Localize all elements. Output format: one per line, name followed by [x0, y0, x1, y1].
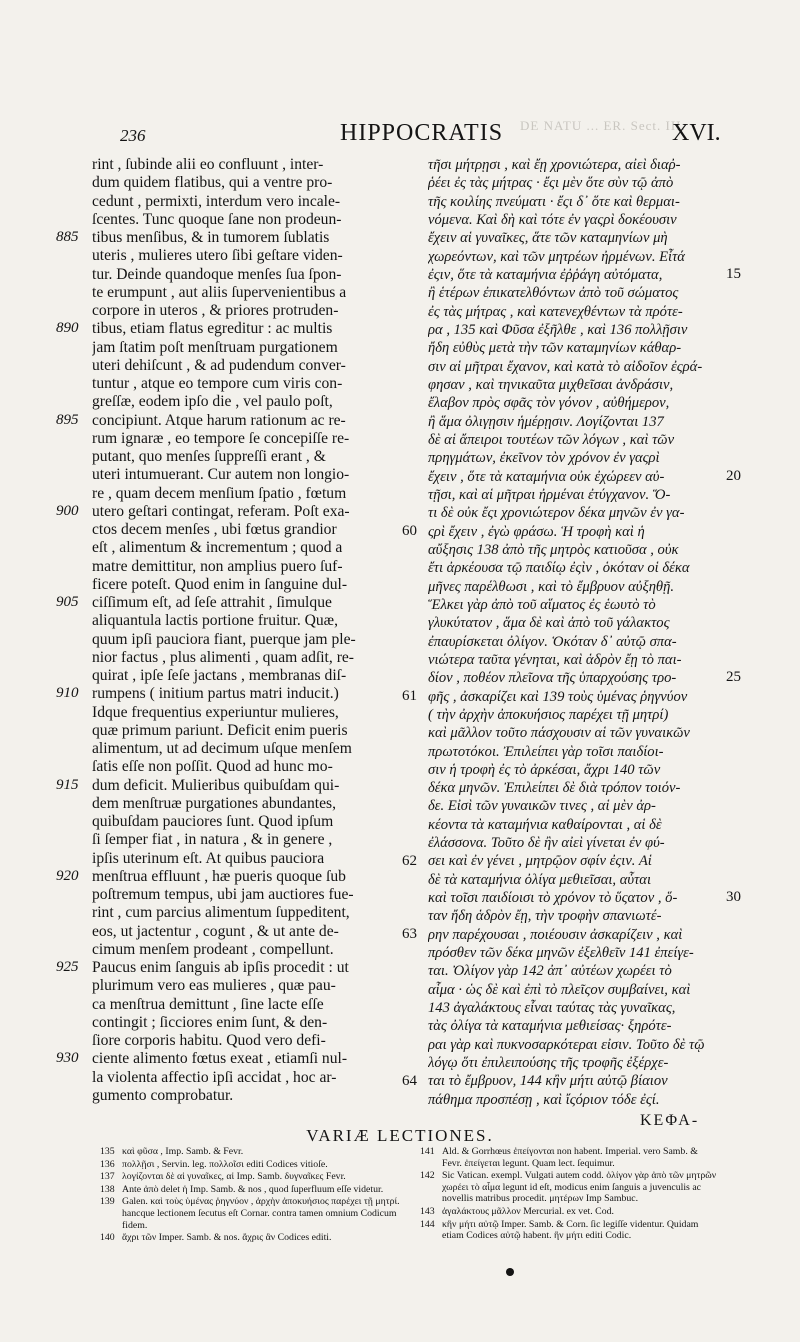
greek-section-number: 63	[402, 925, 417, 942]
variant-note-number: 144	[420, 1218, 435, 1230]
latin-text-line: uteri intumuerant. Cur autem non longio-	[92, 466, 350, 484]
greek-text-line: ται τὸ ἔμβρυον, 144 κἢν μήτι αὐτῷ βίαιον	[428, 1073, 668, 1090]
latin-text-line: Paucus enim ſanguis ab ipſis procedit : ut	[92, 959, 349, 976]
latin-text-line: rum ignaræ , eo tempore ſe concepiſſe re-	[92, 429, 350, 447]
greek-text-line: πρωτοτόκοι. Ἐπιλείπει γὰρ τοῖσι παιδίοι-	[428, 743, 664, 760]
greek-text-line: ταν ἤδη ἁδρὸν ἔῃ, τὴν τροφὴν σπανιωτέ-	[428, 908, 662, 925]
variant-note-number: 140	[100, 1232, 115, 1244]
greek-text-line: κέοντα τὰ καταμήνια καθαίρονται , αἱ δὲ	[428, 816, 662, 833]
greek-text-line: μῆνες παρέλθωσι , καὶ τὸ ἔμβρυον αὐξηθῇ.	[428, 578, 674, 595]
variant-note-text: ἄχρι τῶν Imper. Samb. & nos. ἄχρις ἂν Codices editi.	[122, 1232, 332, 1244]
variant-note-text: κἢν μήτι αὐτῷ Imper. Samb. & Corn. ſic legiſſe videntur. Quidam etiam Codices αὐτῷ habent. ἢν μήτι editi Codic.	[442, 1218, 699, 1242]
latin-line-number: 910	[56, 685, 79, 702]
greek-text-line: τῇσι, καὶ αἱ μῆτραι ἠρμέναι ἐτύγχανον. Ὅ-	[428, 486, 671, 503]
notes-left-column	[100, 1146, 416, 1245]
greek-text-line: νόμενα. Καὶ δὴ καὶ τότε ἐν γαςρὶ δοκέουσιν	[428, 211, 677, 228]
latin-text-line: Idque frequentius experiuntur mulieres,	[92, 703, 339, 721]
greek-text-line: σιν αἱ μῆτραι ἔχανον, καὶ κατὰ τὸ αἰδοῖον ἐςρά-	[428, 358, 703, 375]
latin-text-line: ſatis eſſe non poſſit. Quod ad hunc mo-	[92, 758, 333, 776]
greek-section-number: 64	[402, 1072, 417, 1089]
greek-text-line: πρόσθεν τῶν δέκα μηνῶν ἐξελθεῖν 141 ἐπείγε-	[428, 945, 694, 962]
greek-text-line: ἤδη εὐθὺς μετὰ τὴν τῶν καταμηνίων κάθαρ-	[428, 340, 682, 357]
greek-text-line: σει καὶ ἐν γένει , μητρῷον σφίν ἐςιν. Αἱ	[428, 853, 652, 870]
greek-text-line: τῆσι μήτρῃσι , καὶ ἔῃ χρονιώτερα, αἰεὶ διαῤ-	[428, 157, 681, 173]
latin-text-line: utero geſtari contingat, referam. Poſt exa-	[92, 502, 350, 520]
greek-text-line: δίον , ποθέον πλεῖονα τῆς ὑπαρχούσης τρο-	[428, 670, 677, 687]
latin-text-line: nior factus , plus alimenti , quam adſit, re-	[92, 648, 354, 666]
greek-text-line: δὲ τὰ καταμήνια ὀλίγα μεθιεῖσαι, αὗται	[428, 871, 652, 888]
variant-note	[100, 1171, 416, 1183]
latin-text-line: rumpens ( initium partus matri inducit.)	[92, 685, 339, 703]
bleed-through-text: DE NATU ... ER. Sect. III.	[520, 118, 686, 133]
greek-line-number: 15	[726, 265, 741, 282]
ornament-dot	[506, 1268, 514, 1276]
latin-text-line: menſtrua effluunt , hæ pueris quoque ſub	[92, 867, 346, 885]
variant-note	[100, 1232, 416, 1244]
greek-text-line: ρα , 135 καὶ Φῦσα ἐξῆλθε , καὶ 136 πολλῇσιν	[428, 321, 688, 338]
latin-column	[92, 156, 398, 1105]
greek-text-line: δέκα μηνῶν. Ἐπιλείπει δὲ διὰ τρόπον τοιόν-	[428, 780, 681, 797]
latin-text-line: quibuſdam pauciores ſunt. Quod ipſum	[92, 813, 334, 830]
latin-line-number: 930	[56, 1050, 79, 1067]
greek-text-line: ἔχειν , ὅτε τὰ καταμήνια οὐκ ἐχώρεεν αὐ-	[428, 468, 665, 485]
variant-note	[420, 1170, 720, 1205]
variant-note	[100, 1184, 416, 1196]
variant-note-text: καὶ φῦσα , Imp. Samb. & Fevr.	[122, 1146, 244, 1157]
variae-lectiones-title: VARIÆ LECTIONES.	[306, 1126, 494, 1145]
chapter-number: XVI.	[672, 120, 721, 146]
greek-text-line: 143 ἀγαλάκτους εἶναι ταύτας τὰς γυναῖκας,	[428, 1000, 676, 1017]
variant-note-text: λογίζονται δὲ αἱ γυναῖκες, αἱ Imp. Samb. δυγναῖκες Fevr.	[122, 1171, 346, 1183]
variant-note-text: πολλῇσι , Servin. leg. πολλοῖσι editi Codices vitioſe.	[122, 1158, 328, 1170]
greek-text-line: νιώτερα ταῦτα γένηται, καὶ ἁδρὸν ἔῃ τὸ παι-	[428, 651, 682, 668]
latin-text-line: dum quidem flatibus, qui a ventre pro-	[92, 174, 333, 192]
greek-text-line: τῆς κοιλίης πνεύματι · ἔςι δ᾽ ὅτε καὶ θερμαι-	[428, 193, 680, 210]
latin-text-line: ficere poteſt. Quod enim in ſanguine dul-	[92, 575, 348, 593]
latin-line-number: 905	[56, 594, 79, 610]
latin-text-line: cedunt , permixti, interdum vero incale-	[92, 192, 341, 210]
variant-note-number: 135	[100, 1146, 115, 1157]
latin-text-line: dem menſtruæ purgationes abundantes,	[92, 794, 336, 812]
latin-text-line: gumento comprobatur.	[92, 1086, 234, 1104]
variant-note-number: 143	[420, 1205, 435, 1217]
latin-text-line: te erumpunt , aut aliis ſupervenientibus a	[92, 283, 347, 301]
variant-note-text: Ald. & Gorrhœus ἐπείγονται non habent. Imperial. vero Samb. & Fevr. ἐπείγεται legunt. Quam lect. ſequimur.	[442, 1146, 698, 1169]
latin-text-line: quæ primum pariunt. Deficit enim pueris	[92, 721, 348, 739]
latin-text-line: contingit ; ſicciores enim ſunt, & den-	[92, 1013, 328, 1031]
latin-line-number: 885	[56, 229, 79, 245]
variant-note-text: Ante ἀπὸ delet ἡ Imp. Samb. & nos , quod ſuperfluum eſſe videtur.	[122, 1183, 384, 1195]
latin-line-number: 895	[56, 411, 79, 428]
greek-text-line: αἷμα · ὡς δὲ καὶ ἐπὶ τὸ πλεῖςον συμβαίνει, καὶ	[428, 981, 691, 998]
latin-text-line: ca menſtrua demittunt , ſine lacte eſſe	[92, 995, 324, 1013]
greek-text-line: ἢ ἅμα ὀλιγῃσιν ἡμέρῃσιν. Λογίζονται 137	[428, 413, 664, 430]
latin-text-line: alimentum, ut ad decimum uſque menſem	[92, 740, 352, 757]
greek-text-line: ἔτι ἀρκέουσα τῷ παιδίῳ ἐςὶν , ὁκόταν οἱ δέκα	[428, 560, 690, 577]
variant-note	[420, 1219, 720, 1242]
greek-line-number: 20	[726, 467, 741, 484]
latin-text-line: tibus menſibus, & in tumorem ſublatis	[92, 229, 330, 246]
greek-text-line: ρην παρέχουσαι , ποιέουσιν ἀσκαρίζειν , καὶ	[428, 926, 683, 943]
latin-text-line: ipſis uterinum eſt. At quibus pauciora	[92, 849, 325, 867]
greek-text-line: δε. Εἰσὶ τῶν γυναικῶν τινες , αἱ μὲν ἀρ-	[428, 798, 656, 815]
variant-note	[420, 1146, 720, 1169]
greek-text-line: ραι γὰρ καὶ πυκνοσαρκότεραι εἰσιν. Τοῦτο δὲ τῷ	[428, 1036, 705, 1053]
latin-text-line: greſſæ, eodem ipſo die , vel paulo poſt,	[92, 393, 333, 411]
greek-line-number: 25	[726, 669, 741, 686]
greek-text-line: ῥέει ἐς τὰς μήτρας · ἔςι μὲν ὅτε σὺν τῷ ἀπὸ	[428, 175, 674, 192]
greek-text-line: γλυκύτατον , ἅμα δὲ καὶ ἀπὸ τοῦ γάλακτος	[428, 615, 670, 632]
page-number: 236	[120, 126, 146, 145]
variant-note-number: 136	[100, 1158, 115, 1170]
running-head-title: HIPPOCRATIS	[340, 120, 504, 146]
greek-text-line: ςρὶ ἔχειν , ἐγὼ φράσω. Ἡ τροφὴ καὶ ἡ	[428, 523, 645, 540]
latin-text-line: eos, ut jactentur , cogunt , & ut ante de-	[92, 922, 339, 940]
greek-text-line: δὲ αἱ ἄπειροι τουτέων τῶν λόγων , καὶ τῶν	[428, 431, 675, 448]
latin-text-line: eſt , alimentum & incrementum ; quod a	[92, 539, 343, 557]
latin-text-line: jam ſtatim poſt menſtruam purgationem	[92, 338, 338, 356]
greek-text-line: καὶ τοῖσι παιδίοισι τὸ χρόνον τὸ ὕςατον , ὅ-	[428, 890, 678, 907]
latin-text-line: ſiore corporis habitu. Quod vero defi-	[92, 1032, 326, 1049]
greek-text-line: φῆς , ἀσκαρίζει καὶ 139 τοὺς ὑμένας ῥηγνύον	[428, 688, 688, 705]
latin-text-line: tuntur , atque eo tempore cum viris con-	[92, 375, 343, 392]
latin-text-line: corpore in uteros , & priores protruden-	[92, 302, 339, 319]
variant-note	[100, 1159, 416, 1171]
variant-note	[100, 1196, 416, 1231]
latin-text-line: ſi ſemper fiat , in natura , & in genere ,	[92, 831, 333, 849]
greek-section-number: 60	[402, 522, 417, 539]
variant-note-number: 138	[100, 1183, 115, 1195]
latin-line-number: 915	[56, 776, 79, 793]
greek-text-line: αὔξησις 138 ἀπὸ τῆς μητρὸς κατιοῦσα , οὐκ	[428, 541, 679, 558]
latin-text-line: dum deficit. Mulieribus quibuſdam qui-	[92, 776, 340, 794]
latin-line-number: 890	[56, 320, 79, 337]
latin-text-line: poſtremum tempus, ubi jam auctiores fue-	[92, 886, 354, 903]
latin-text-line: la violenta affectio ipſi accidat , hoc ar-	[92, 1068, 337, 1086]
latin-text-line: uteris , mulieres utero ſibi geſtare viden-	[92, 247, 343, 265]
latin-text-line: ciſſimum eſt, ad ſeſe attrahit , ſimulque	[92, 594, 332, 611]
greek-text-line: τὰς ὀλίγα τὰ καταμήνια μεθιείσας· ξηρότε-	[428, 1018, 672, 1035]
greek-section-number: 61	[402, 687, 417, 704]
latin-line-number: 920	[56, 867, 79, 884]
latin-text-line: re , quam decem menſium ſpatio , fœtum	[92, 484, 347, 502]
variant-note-number: 139	[100, 1196, 115, 1208]
latin-text-line: rint , ſubinde alii eo confluunt , inter-	[92, 156, 324, 173]
greek-text-line: τι δὲ οὐκ ἔςι χρονιώτερον δέκα μηνῶν ἐν γα-	[428, 505, 685, 522]
greek-line-number: 30	[726, 889, 741, 906]
greek-text-line: σιν ἡ τροφὴ ἐς τὸ ἀρκέσαι, ἄχρι 140 τῶν	[428, 761, 661, 778]
greek-text-line: πάθημα προσπέσῃ , καὶ ἴςόριον τόδε ἐςί.	[428, 1091, 660, 1108]
greek-text-line: ( τὴν ἀρχὴν ἀποκυήσιος παρέχει τῇ μητρί)	[428, 706, 669, 723]
greek-text-line: φησαν , καὶ τηνικαῦτα μιχθεῖσαι ἀνδράσιν,	[428, 376, 674, 393]
latin-text-line: putant, quo menſes ſuppreſſi erant , &	[92, 448, 326, 465]
variant-note-text: Galen. καὶ τοὺς ὑμένας ῥηγνύον , ἀρχὴν ἀποκυήσιος παρέχει τῇ μητρί. hancque lectionem ſecutus eſt Cornar. contra tamen omnium Codicum fidem.	[122, 1196, 400, 1231]
greek-text-line: Ἕλκει γὰρ ἀπὸ τοῦ αἵματος ἐς ἑωυτὸ τὸ	[428, 596, 656, 613]
greek-text-line: ἢ ἑτέρων ἐπικατελθόντων ἀπὸ τοῦ σώματος	[428, 285, 679, 302]
latin-text-line: ciente alimento fœtus exeat , etiamſi nul-	[92, 1050, 348, 1068]
notes-right-column	[420, 1146, 720, 1243]
greek-text-line: ἐςιν, ὅτε τὰ καταμήνια ἐῤῥάγη αὐτόματα,	[428, 266, 663, 283]
latin-text-line: uteri dehiſcunt , & ad pudendum conver-	[92, 356, 346, 374]
running-header	[0, 118, 800, 150]
variant-note-text: Sic Vatican. exempl. Vulgati autem codd. ὀλίγον γὰρ ἀπὸ τῶν μητρῶν χωρέει τὸ αἷμα legunt id eſt, modicus enim ſanguis a juvenculis ac novellis matribus procedit. μητέρων Imp Sambuc.	[442, 1170, 717, 1205]
greek-section-number: 62	[402, 852, 417, 869]
latin-text-line: tibus, etiam flatus egreditur : ac multis	[92, 320, 333, 338]
greek-text-line: ἐλάσσονα. Τοῦτο δὲ ἢν αἰεὶ γίνεται ἐν φύ-	[428, 835, 665, 852]
greek-text-line: πρηγμάτων, ἐκεῖνον τὸν χρόνον ἐν γαςρὶ	[428, 450, 660, 467]
latin-text-line: matre demittitur, non amplius puero ſuf-	[92, 557, 343, 575]
variant-note	[100, 1146, 416, 1158]
variant-note-number: 142	[420, 1170, 435, 1182]
variant-note-text: ἀγαλάκτους μᾶλλον Mercurial. ex vet. Cod.	[442, 1205, 614, 1217]
catchword: ΚΕΦΑ-	[640, 1112, 700, 1129]
greek-text-line: ται. Ὀλίγον γὰρ 142 ἀπ᾽ αὐτέων χωρέει τὸ	[428, 963, 672, 980]
greek-column	[428, 156, 718, 1109]
latin-text-line: ſcentes. Tunc quoque ſane non prodeun-	[92, 210, 342, 228]
latin-text-line: concipiunt. Atque harum rationum ac re-	[92, 411, 346, 429]
greek-text-line: καὶ μᾶλλον τοῦτο πάσχουσιν αἱ τῶν γυναικῶν	[428, 725, 690, 742]
latin-text-line: plurimum vero eas mulieres , quæ pau-	[92, 977, 336, 995]
latin-line-number: 900	[56, 502, 79, 519]
variant-note-number: 137	[100, 1171, 115, 1183]
latin-text-line: aliquantula lactis portione fruitur. Quæ,	[92, 612, 338, 630]
latin-text-line: rint , cum parcius alimentum ſuppeditent,	[92, 904, 350, 922]
greek-text-line: ἔλαβον πρὸς σφᾶς τὸν γόνον , αὐθήμερον,	[428, 395, 670, 412]
greek-text-line: ἔχειν αἱ γυναῖκες, ἅτε τῶν καταμηνίων μὴ	[428, 230, 668, 247]
variant-note	[420, 1206, 720, 1218]
latin-text-line: tur. Deinde quandoque menſes ſua ſpon-	[92, 265, 342, 283]
latin-text-line: ctos decem menſes , ubi fœtus grandior	[92, 521, 337, 538]
greek-text-line: ἐπαυρίσκεται ὀλίγον. Ὁκόταν δ᾽ αὐτῷ σπα-	[428, 633, 677, 650]
greek-text-line: λόγῳ ὅτι ἐπιλειπούσης τῆς τροφῆς ἐξέρχε-	[428, 1055, 669, 1072]
latin-text-line: quum ipſi pauciora fiant, puerque jam ple-	[92, 630, 356, 648]
latin-line-number: 925	[56, 959, 79, 975]
greek-text-line: χωρεόντων, καὶ τῶν μητρέων ἠρμένων. Εἶτά	[428, 248, 685, 265]
latin-text-line: quirat , ipſe ſeſe jactans , membranas diſ-	[92, 667, 347, 684]
greek-text-line: ἐς τὰς μήτρας , καὶ κατενεχθέντων τὰ πρότε-	[428, 303, 683, 320]
variant-note-number: 141	[420, 1146, 435, 1157]
latin-text-line: cimum menſem prodeant , compellunt.	[92, 940, 334, 958]
